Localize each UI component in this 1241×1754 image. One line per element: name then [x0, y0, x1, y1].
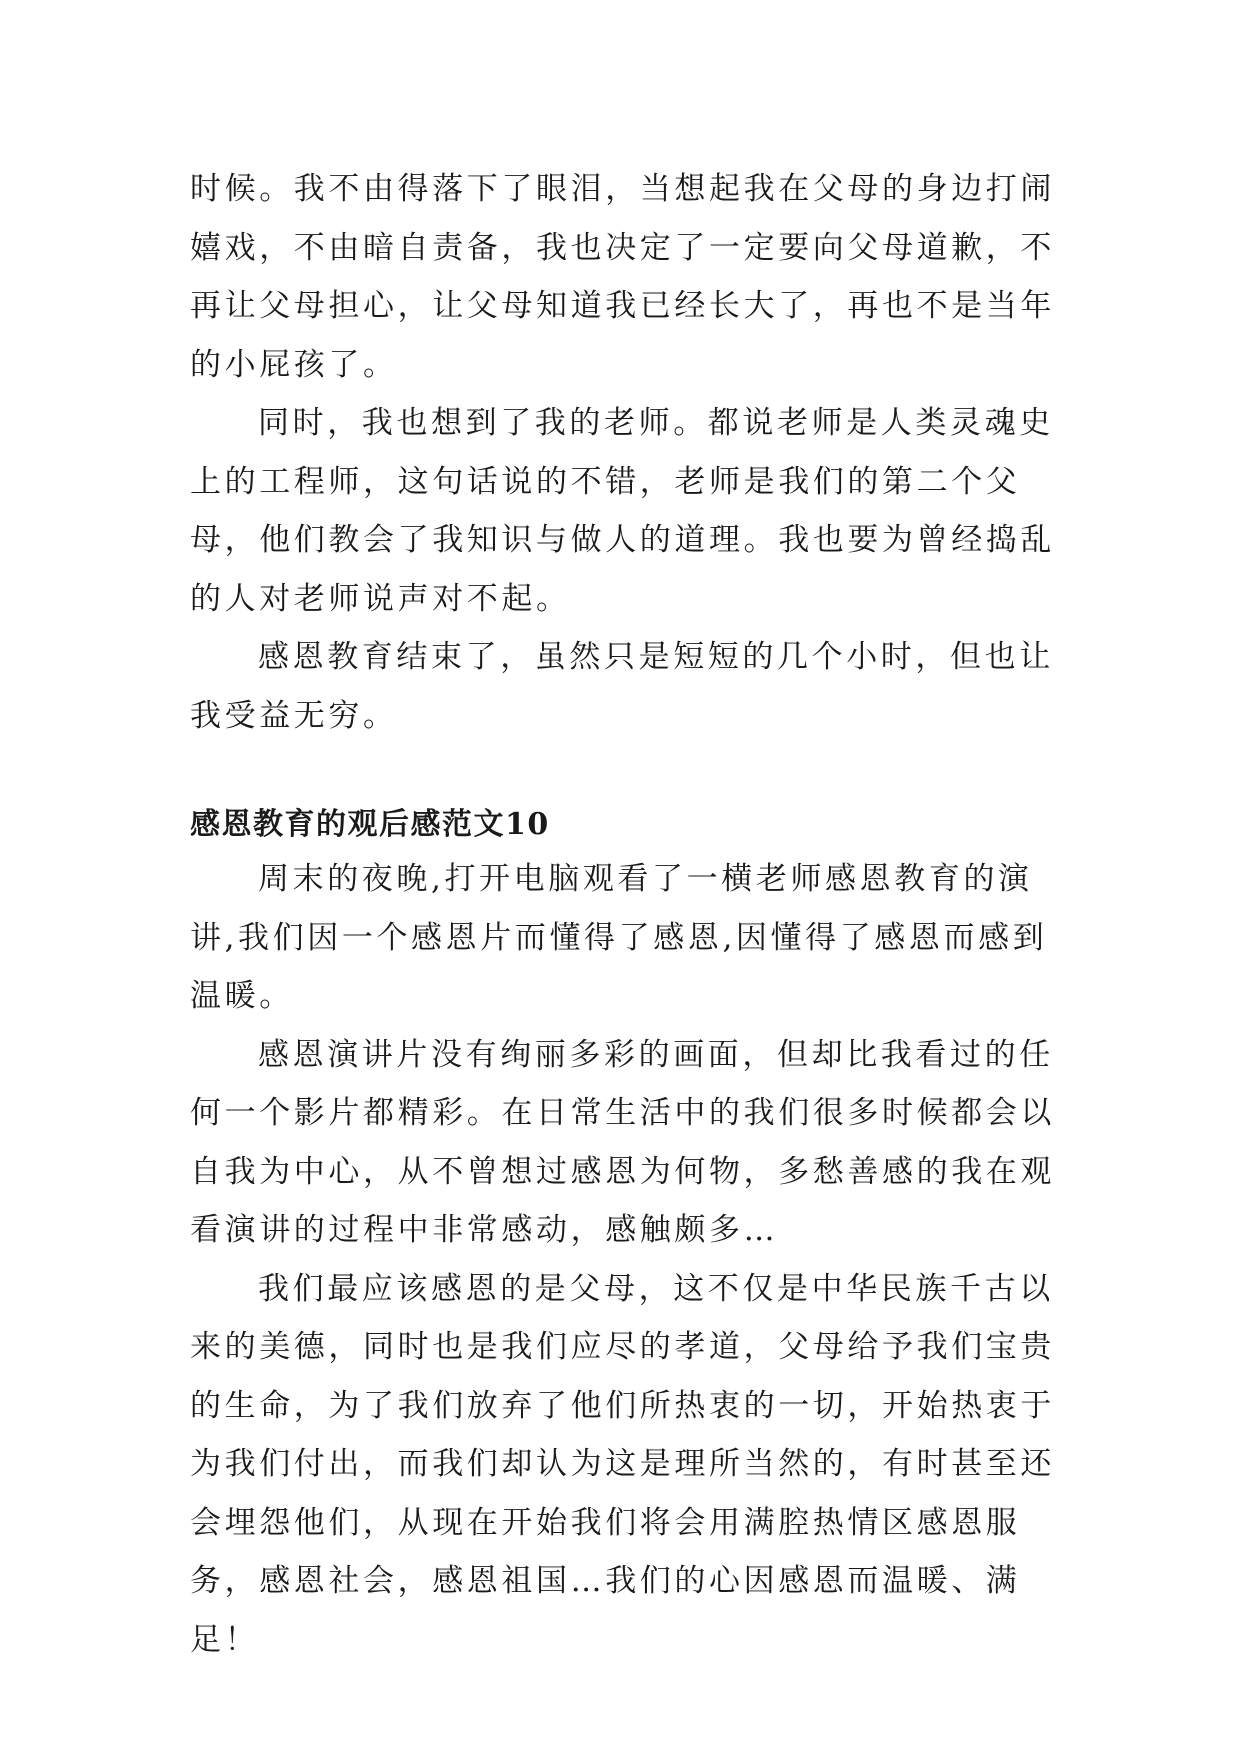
- paragraph-continuation: 时候。我不由得落下了眼泪，当想起我在父母的身边打闹嬉戏，不由暗自责备，我也决定了一定要向父母道歉，不再让父母担心，让父母知道我已经长大了，再也不是当年的小屁孩了。: [190, 171, 1055, 383]
- paragraph-speech-film: 感恩演讲片没有绚丽多彩的画面，但却比我看过的任何一个影片都精彩。在日常生活中的我们很多时候都会以自我为中心，从不曾想过感恩为何物，多愁善感的我在观看演讲的过程中非常感动，感触颇多…: [190, 1036, 1055, 1248]
- section-2-body: [190, 850, 1055, 1669]
- paragraph-teachers: 同时，我也想到了我的老师。都说老师是人类灵魂史上的工程师，这句话说的不错，老师是我们的第二个父母，他们教会了我知识与做人的道理。我也要为曾经捣乱的人对老师说声对不起。: [190, 405, 1055, 617]
- paragraph-weekend-evening: 周末的夜晚,打开电脑观看了一横老师感恩教育的演讲,我们因一个感恩片而懂得了感恩,因懂得了感恩而感到温暖。: [190, 861, 1048, 1014]
- section-heading: 感恩教育的观后感范文10: [190, 807, 550, 842]
- section-1-body: [190, 160, 1055, 745]
- paragraph-conclusion: 感恩教育结束了，虽然只是短短的几个小时，但也让我受益无穷。: [190, 639, 1054, 734]
- paragraph-parents: 我们最应该感恩的是父母，这不仅是中华民族千古以来的美德，同时也是我们应尽的孝道，父母给予我们宝贵的生命，为了我们放弃了他们所热衷的一切，开始热衷于为我们付出，而我们却认为这是理所当然的，有时甚至还会埋怨他们，从现在开始我们将会用满腔热情区感恩服务，感恩社会，感恩祖国…我们的心因感恩而温暖、满足！: [190, 1270, 1055, 1658]
